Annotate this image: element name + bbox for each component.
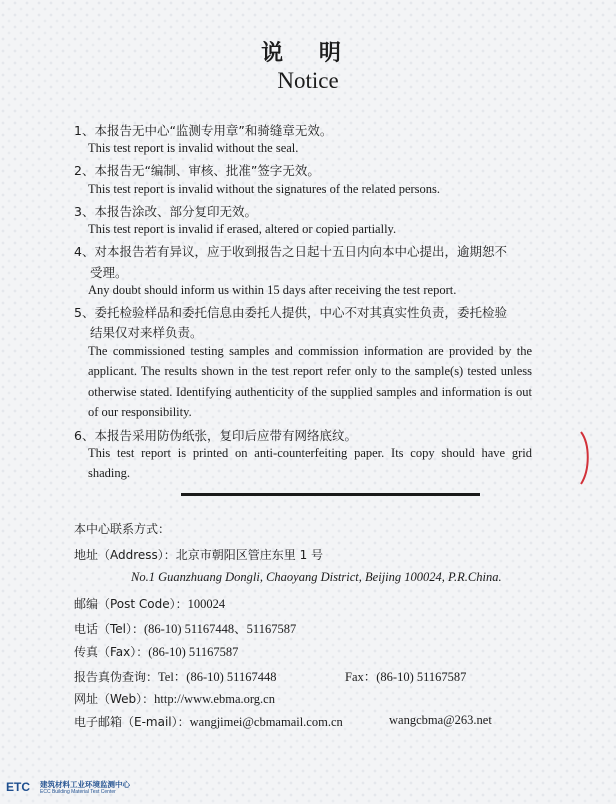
verify-label: 报告真伪查询： [74, 670, 159, 684]
notice-5-cn-cont: 结果仅对来样负责。 [90, 325, 203, 340]
footer-org-en: ECC Building Material Test Center [40, 789, 116, 795]
web-row [74, 690, 275, 707]
post-code-value: 100024 [187, 597, 226, 611]
post-code-row [74, 595, 225, 612]
notice-2-en: This test report is invalid without the signatures of the related persons. [88, 182, 441, 196]
notice-4-en: Any doubt should inform us within 15 days after receiving the test report. [88, 283, 457, 297]
notice-1-cn: 1、本报告无中心“监测专用章”和骑缝章无效。 [74, 123, 333, 138]
email-label: 电子邮箱（E-mail）： [74, 715, 190, 729]
notice-4-cn-cont: 受理。 [90, 265, 128, 280]
divider-rule [181, 493, 480, 496]
verify-row [74, 667, 276, 685]
web-link[interactable]: http://www.ebma.org.cn [154, 692, 275, 706]
post-code-label: 邮编（Post Code）： [74, 597, 188, 611]
notice-5-en: The commissioned testing samples and commission information are provided by the applicant. The results shown in the test report refer only to the sample(s) tested unless otherwise stated. Identifying authenticity of the supplied samples and information is out of our responsibility. [88, 344, 532, 419]
notice-1-en: This test report is invalid without the seal. [88, 141, 299, 155]
footer-org-cn: 建筑材料工业环境监测中心 [40, 780, 130, 789]
address-label: 地址（Address）： [74, 548, 176, 562]
tel-row [74, 619, 296, 637]
fax-row [74, 643, 238, 660]
email-2-wrap [389, 713, 492, 728]
notice-3-cn: 3、本报告涂改、部分复印无效。 [74, 204, 257, 219]
red-seal-edge-mark [578, 430, 592, 486]
email-link-2[interactable]: wangcbma@263.net [389, 713, 492, 727]
notice-5-cn: 5、委托检验样品和委托信息由委托人提供，中心不对其真实性负责，委托检验 [74, 305, 507, 320]
notice-6-en: This test report is printed on anti-counterfeiting paper. Its copy should have grid shading. [88, 446, 532, 481]
notice-3-en: This test report is invalid if erased, altered or copied partially. [88, 222, 397, 236]
tel-label: 电话（Tel）： [74, 622, 145, 636]
contact-heading: 本中心联系方式： [74, 522, 171, 536]
address-cn: 北京市朝阳区管庄东里 1 号 [175, 548, 324, 562]
address-en: No.1 Guanzhuang Dongli, Chaoyang District, Beijing 100024, P.R.China. [131, 570, 502, 584]
notice-6-cn: 6、本报告采用防伪纸张，复印后应带有网络底纹。 [74, 428, 357, 443]
email-link-1[interactable]: wangjimei@cbmamail.com.cn [189, 715, 343, 729]
notice-4-cn: 4、对本报告若有异议，应于收到报告之日起十五日内向本中心提出，逾期恕不 [74, 244, 507, 259]
fax-label: 传真（Fax）： [74, 645, 149, 659]
title-chinese: 说 明 [261, 40, 355, 66]
verify-tel: Tel：(86-10) 51167448 [158, 670, 277, 684]
notice-2-cn: 2、本报告无“编制、审核、批准”签字无效。 [74, 163, 320, 178]
address-row [74, 546, 323, 563]
verify-fax-wrap [345, 667, 466, 685]
etc-logo: ETC [6, 780, 30, 794]
fax-value: (86-10) 51167587 [148, 645, 239, 659]
title-english: Notice [277, 68, 339, 93]
web-label: 网址（Web）： [74, 692, 155, 706]
email-row [74, 713, 343, 730]
verify-fax: Fax：(86-10) 51167587 [345, 670, 467, 684]
tel-value: (86-10) 51167448、51167587 [144, 622, 297, 636]
